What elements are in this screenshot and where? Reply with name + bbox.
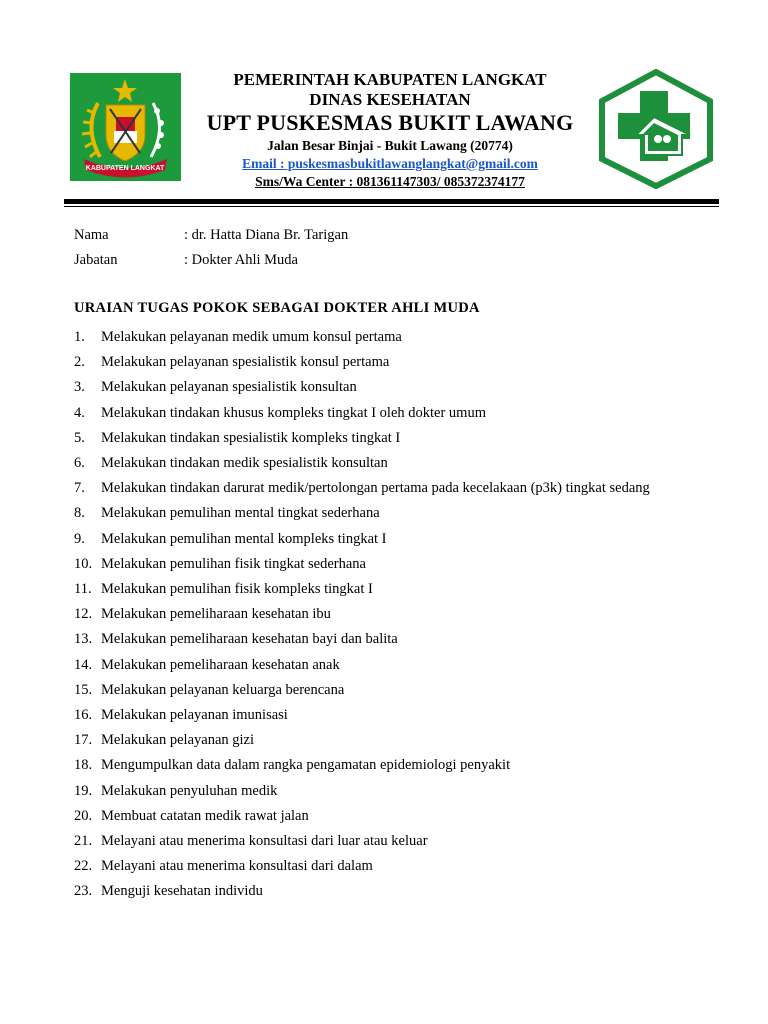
kabupaten-langkat-emblem-icon [70,73,181,181]
list-item [74,350,674,375]
task-text: Membuat catatan medik rawat jalan [101,807,309,824]
emblem-band-text: KABUPATEN LANGKAT [85,165,165,172]
task-number: 7. [74,480,85,497]
section-title: URAIAN TUGAS POKOK SEBAGAI DOKTER AHLI MUDA [74,300,480,316]
letterhead [190,70,590,191]
task-text: Melakukan penyuluhan medik [101,782,278,799]
government-name: PEMERINTAH KABUPATEN LANGKAT [233,70,547,89]
list-item [74,501,674,526]
list-item [74,653,674,678]
task-text: Melakukan pemulihan mental tingkat sederhana [101,505,380,522]
task-text: Melakukan pelayanan keluarga berencana [101,681,345,698]
list-item [74,779,674,804]
list-item [74,527,674,552]
task-number: 17. [74,732,93,749]
institution-name: UPT PUSKESMAS BUKIT LAWANG [206,110,574,135]
task-text: Melakukan tindakan medik spesialistik konsultan [101,455,388,472]
list-item [74,879,674,904]
task-number: 19. [74,782,93,799]
list-item [74,854,674,879]
task-text: Melakukan tindakan spesialistik kompleks tingkat I [101,429,401,446]
task-number: 14. [74,656,93,673]
task-number: 20. [74,807,93,824]
task-number: 21. [74,833,93,850]
phone-text: Sms/Wa Center : 081361147303/ 085372374177 [255,174,525,189]
list-item [74,426,674,451]
list-item [74,552,674,577]
task-text: Melayani atau menerima konsultasi dari luar atau keluar [101,833,428,850]
task-number: 2. [74,354,85,371]
task-number: 5. [74,429,85,446]
task-number: 10. [74,555,93,572]
task-text: Melakukan pelayanan spesialistik konsul pertama [101,354,390,371]
task-number: 3. [74,379,85,396]
task-number: 18. [74,757,93,774]
position-label: Jabatan [74,252,118,268]
task-number: 23. [74,883,93,900]
task-text: Melakukan pemeliharaan kesehatan bayi dan balita [101,631,398,648]
task-list [74,325,674,905]
task-text: Melakukan pelayanan gizi [101,732,254,749]
list-item [74,325,674,350]
task-number: 13. [74,631,93,648]
task-number: 22. [74,858,93,875]
list-item [74,627,674,652]
task-text: Melakukan pemeliharaan kesehatan ibu [101,606,331,623]
list-item [74,476,674,501]
task-number: 8. [74,505,85,522]
task-text: Melakukan tindakan khusus kompleks tingkat I oleh dokter umum [101,404,486,421]
list-item [74,753,674,778]
list-item [74,728,674,753]
task-number: 16. [74,707,93,724]
list-item [74,829,674,854]
task-number: 12. [74,606,93,623]
header-rule-thin [64,206,719,207]
task-text: Melakukan pelayanan medik umum konsul pertama [101,329,402,345]
task-text: Melakukan pemulihan fisik tingkat sederhana [101,555,366,572]
task-text: Melakukan pelayanan spesialistik konsultan [101,379,357,396]
puskesmas-cross-house-icon [598,69,714,189]
task-text: Menguji kesehatan individu [101,883,263,900]
name-value: : dr. Hatta Diana Br. Tarigan [184,227,349,243]
task-text: Melakukan pemulihan fisik kompleks tingkat I [101,581,373,598]
list-item [74,678,674,703]
list-item [74,401,674,426]
list-item [74,804,674,829]
position-value: : Dokter Ahli Muda [184,252,298,268]
task-text: Mengumpulkan data dalam rangka pengamatan epidemiologi penyakit [101,757,511,774]
task-number: 11. [74,581,92,598]
task-text: Melakukan pemulihan mental kompleks tingkat I [101,530,387,547]
task-text: Melakukan pemeliharaan kesehatan anak [101,656,340,673]
task-number: 1. [74,329,85,345]
list-item [74,602,674,627]
address-text: Jalan Besar Binjai - Bukit Lawang (20774) [267,138,513,153]
task-text: Melakukan tindakan darurat medik/pertolongan pertama pada kecelakaan (p3k) tingkat sedang [101,480,650,497]
header-rule-thick [64,199,719,204]
department-name: DINAS KESEHATAN [309,90,471,109]
task-number: 4. [74,404,85,421]
task-number: 6. [74,455,85,472]
task-text: Melayani atau menerima konsultasi dari dalam [101,858,373,875]
list-item [74,375,674,400]
list-item [74,703,674,728]
email-link[interactable]: Email : puskesmasbukitlawanglangkat@gmail.com [242,156,538,171]
name-label: Nama [74,227,109,243]
task-number: 9. [74,530,85,547]
list-item [74,577,674,602]
list-item [74,451,674,476]
task-text: Melakukan pelayanan imunisasi [101,707,288,724]
task-number: 15. [74,681,93,698]
